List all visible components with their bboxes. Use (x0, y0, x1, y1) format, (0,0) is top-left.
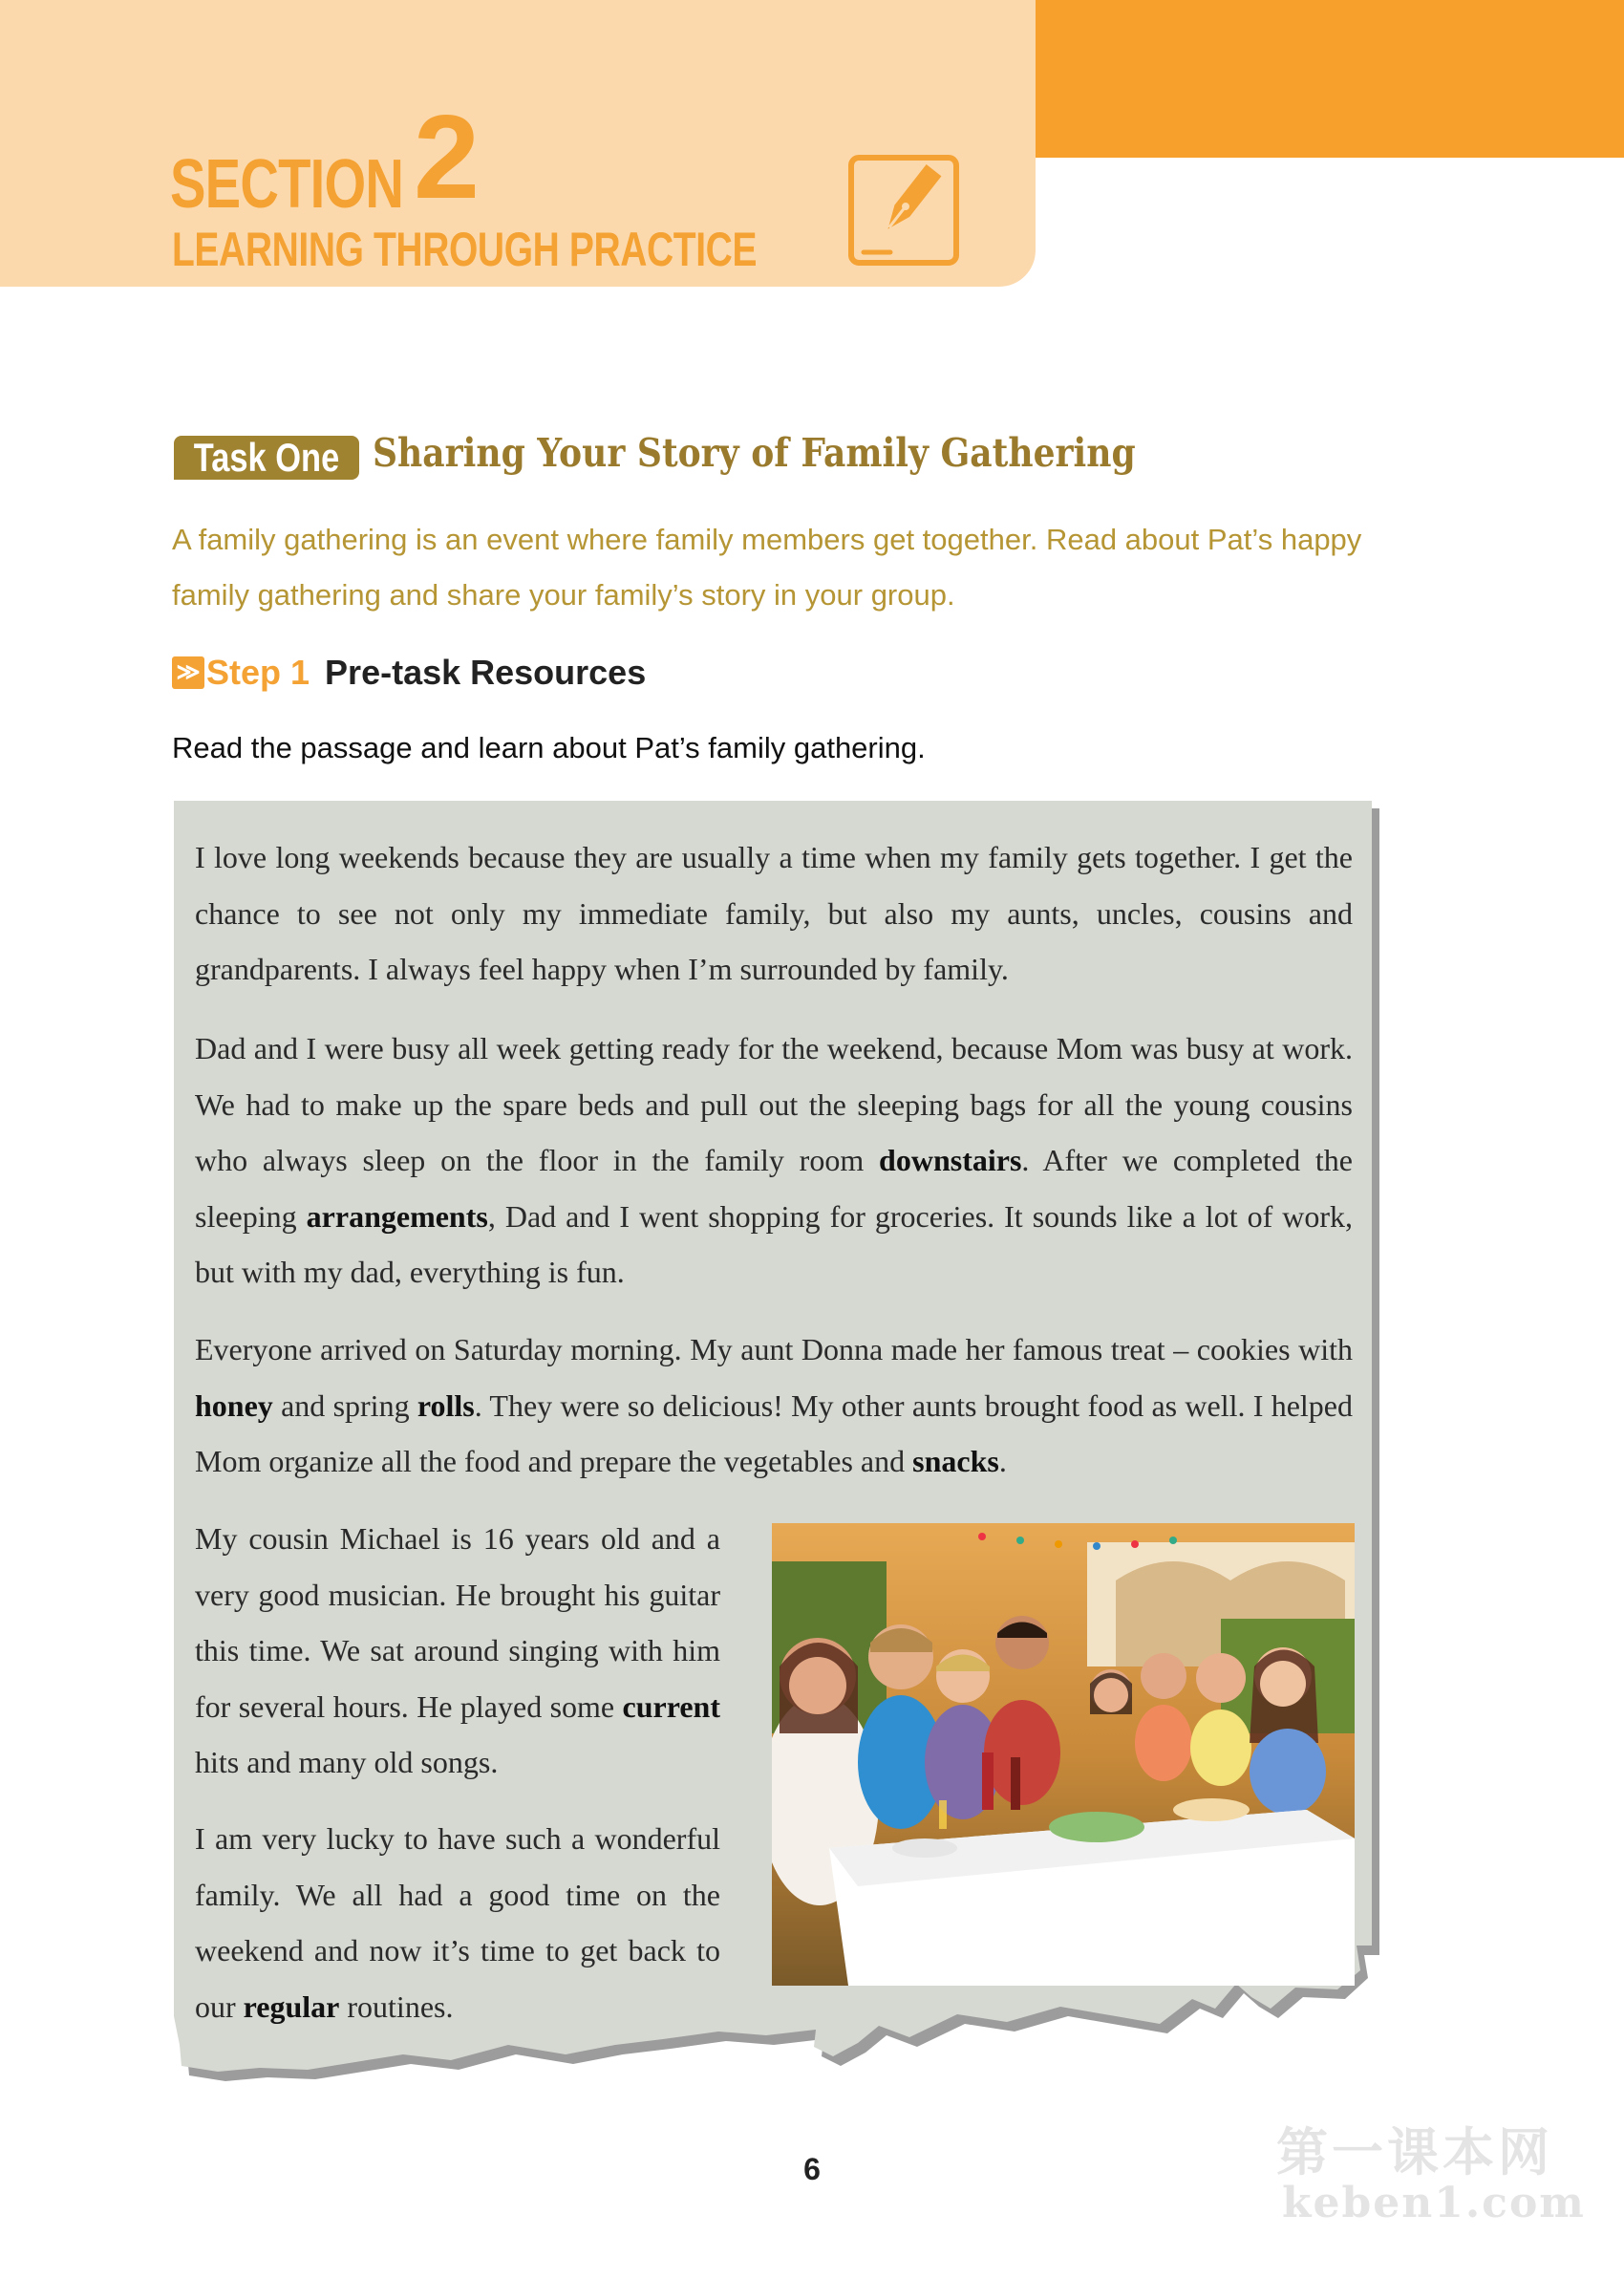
passage-paragraph-2: Dad and I were busy all week getting ready for the weekend, because Mom was busy at work. We had to make up the spare beds and pull out the sleeping bags for all the young cousins who always sleep on the floor in the family room downstairs. After we completed the sleeping arrangements, Dad and I went shopping for groceries. It sounds like a lot of work, but with my dad, everything is fun. (195, 1031, 1354, 1289)
task-title: Sharing Your Story of Family Gathering (373, 430, 1136, 476)
page-number: 6 (803, 2152, 821, 2186)
passage-paragraph-1: I love long weekends because they are usually a time when my family gets together. I get the chance to see not only my immediate family, but also my aunts, uncles, cousins and grandparents. I always feel happy when I’m surrounded by family. (195, 840, 1353, 986)
step-instruction: Read the passage and learn about Pat’s family gathering. (172, 731, 926, 764)
vocab-word: arrangements (306, 1198, 488, 1234)
vocab-word: downstairs (879, 1143, 1022, 1177)
section-subtitle: LEARNING THROUGH PRACTICE (172, 223, 758, 276)
vocab-word: honey (195, 1387, 273, 1423)
double-chevron-icon: ≫ (172, 656, 204, 689)
watermark-chinese: 第一课本网 (1276, 2122, 1553, 2182)
vocab-word: regular (243, 1989, 340, 2024)
step-title: Pre-task Resources (325, 653, 647, 692)
section-number: 2 (414, 92, 480, 224)
task-badge: Task One (174, 436, 359, 480)
passage-paragraph-4: My cousin Michael is 16 years old and a very good musician. He brought his guitar this time. We sat around singing with him for several hours. He played some current hits and many old songs. (195, 1521, 720, 1779)
family-dinner-photo (772, 1523, 1355, 1986)
passage-paragraph-5: I am very lucky to have such a wonderful family. We all had a good time on the weekend and now it’s time to get back to our regular routines. (195, 1821, 720, 2024)
passage-paragraph-3: Everyone arrived on Saturday morning. My aunt Donna made her famous treat – cookies with honey and spring rolls. They were so delicious! My other aunts brought food as well. I helped Mom organize all the food and prepare the vegetables and snacks. (195, 1332, 1353, 1478)
step-label: Step 1 (206, 653, 310, 692)
vocab-word: current (622, 1688, 720, 1724)
vocab-word: snacks (912, 1444, 999, 1478)
task-intro: A family gathering is an event where family members get together. Read about Pat’s happy family gathering and share your family’s story in your group. (172, 523, 1362, 612)
section-label: SECTION (170, 146, 404, 223)
watermark-url: keben1.com (1282, 2179, 1586, 2227)
vocab-word: rolls (417, 1387, 475, 1423)
